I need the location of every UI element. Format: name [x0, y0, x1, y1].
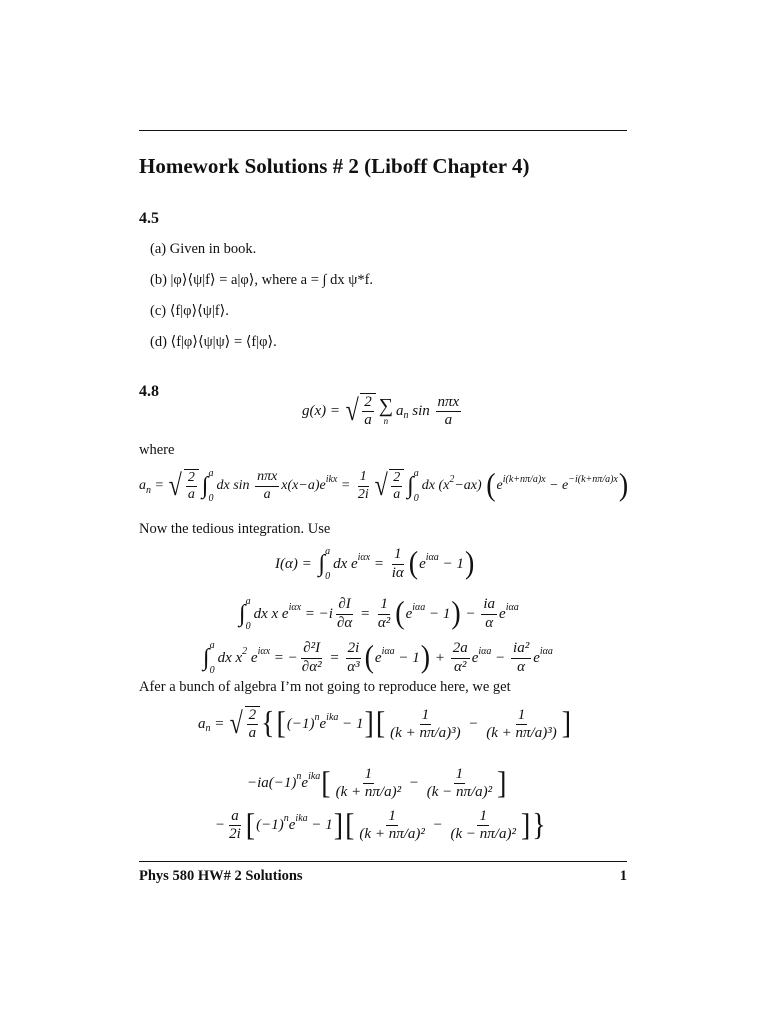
delimiter: [ [375, 705, 386, 742]
fraction [376, 596, 392, 632]
delimiter: [ [345, 807, 355, 843]
fraction [481, 596, 497, 632]
superscript: iαx [357, 551, 371, 563]
denominator: (k + nπ/a)² [335, 784, 402, 801]
math-text: a [198, 715, 206, 732]
math-text: dx x e [253, 605, 289, 622]
fraction [511, 640, 531, 676]
footer-course: Phys 580 HW# 2 Solutions [139, 868, 303, 884]
math-text: − 1 [394, 649, 420, 666]
lower-limit: 0 [325, 571, 331, 582]
delimiter: { [261, 705, 275, 742]
denominator: a [187, 487, 195, 502]
numerator: ∂²I [301, 640, 322, 658]
math-text: − [464, 715, 483, 732]
math-text: sin [408, 402, 434, 419]
equation-g [302, 393, 463, 430]
upper-limit: a [208, 468, 214, 479]
math-text: dx (x [421, 478, 450, 493]
algebra-text: Afer a bunch of algebra I’m not going to reproduce here, we get [139, 679, 511, 695]
denominator: a [263, 486, 271, 502]
equation-Ix2 [200, 640, 553, 676]
math-text: e [496, 478, 503, 493]
numerator: 2i [346, 640, 362, 658]
math-text: − 1 [438, 555, 464, 572]
equation-an [139, 468, 629, 504]
numerator: 1 [378, 596, 390, 614]
fraction [391, 470, 402, 503]
square-root [228, 706, 260, 743]
math-text: = − [270, 649, 298, 666]
upper-limit: a [245, 596, 251, 607]
integral-limits [414, 468, 419, 504]
superscript: ika [308, 771, 321, 783]
math-text: dx e [333, 555, 358, 572]
math-text: − 1 [338, 715, 364, 732]
delimiter: ( [408, 545, 419, 582]
delimiter: } [532, 807, 546, 843]
delimiter: ] [333, 807, 344, 843]
fraction [300, 640, 324, 676]
denominator: (k + nπ/a)³) [390, 724, 461, 741]
item-d: (d) ⟨f|φ⟩⟨ψ|ψ⟩ = ⟨f|φ⟩. [150, 334, 277, 350]
math-text: = −i [301, 605, 333, 622]
numerator: 2 [247, 707, 259, 725]
math-text: (−1) [286, 715, 315, 732]
fraction [425, 766, 494, 802]
denominator: a [393, 487, 401, 502]
item-b: (b) |φ⟩⟨ψ|f⟩ = a|φ⟩, where a = ∫ dx ψ*f. [150, 272, 374, 288]
square-root [373, 469, 404, 503]
radical-sign: √ [374, 469, 388, 502]
numerator: 1 [386, 808, 398, 826]
item-a: (a) Given in book. [150, 241, 257, 257]
numerator: 2 [391, 470, 402, 487]
fraction [335, 596, 354, 632]
superscript: i(k+nπ/a)x [502, 473, 546, 485]
integral [239, 596, 251, 632]
denominator: α² [377, 614, 391, 631]
integral-sign: ∫ [239, 600, 246, 627]
math-text: a [396, 402, 404, 419]
math-text: (−1) [256, 817, 284, 834]
numerator: 1 [392, 546, 404, 564]
fraction [388, 707, 462, 743]
math-text: = [325, 649, 344, 666]
math-text: − [405, 775, 423, 792]
math-text: e [247, 649, 258, 666]
math-text: e [471, 649, 479, 666]
upper-limit: a [325, 546, 331, 557]
math-text: e [419, 555, 426, 572]
numerator: 1 [477, 808, 489, 826]
math-text: = [337, 478, 354, 493]
math-text: − e [545, 478, 569, 493]
sum-sign: ∑ [378, 395, 394, 418]
delimiter: ) [451, 595, 461, 632]
lower-limit: 0 [209, 665, 215, 676]
integral-sign: ∫ [203, 644, 210, 671]
sum-index: n [383, 416, 389, 427]
math-text: e [405, 605, 413, 622]
lower-limit: 0 [208, 493, 214, 504]
denominator: (k + nπ/a)³) [486, 724, 557, 741]
delimiter: ( [395, 595, 405, 632]
integral-sign: ∫ [318, 550, 326, 577]
numerator: 2a [451, 640, 470, 658]
subscript: n [205, 722, 211, 734]
superscript: 2 [242, 645, 248, 657]
equation-I [275, 546, 475, 582]
fraction [247, 707, 259, 743]
item-c: (c) ⟨f|φ⟩⟨ψ|f⟩. [150, 303, 229, 319]
numerator: 2 [362, 394, 374, 412]
math-text: + [431, 649, 449, 666]
denominator: iα [391, 564, 404, 581]
lower-limit: 0 [245, 621, 251, 632]
radical-sign: √ [229, 707, 243, 741]
radicand [245, 706, 261, 743]
delimiter: ( [364, 639, 374, 676]
denominator: ∂α [336, 614, 353, 631]
section-heading-4-5: 4.5 [139, 210, 159, 227]
superscript: iαa [425, 551, 439, 563]
math-text: − 1 [425, 605, 451, 622]
math-text: e [301, 775, 309, 792]
denominator: 2i [229, 826, 241, 843]
math-text: e [499, 605, 506, 622]
delimiter: ] [520, 807, 531, 843]
delimiter: ) [618, 467, 629, 504]
equation-result-line3 [215, 808, 547, 844]
denominator: α [485, 614, 494, 631]
radical-sign: √ [345, 394, 359, 428]
delimiter: [ [276, 705, 286, 742]
math-text: − [428, 817, 447, 834]
integral-limits [325, 546, 330, 582]
math-text: e [319, 715, 327, 732]
superscript: iαa [478, 645, 492, 657]
subscript: n [403, 409, 409, 421]
math-text: = [356, 605, 374, 622]
top-rule [139, 130, 627, 131]
fraction [362, 394, 374, 430]
delimiter: ] [561, 705, 572, 742]
fraction [356, 469, 371, 502]
fraction [255, 469, 279, 502]
fraction [436, 394, 462, 430]
integral-sign: ∫ [407, 472, 414, 499]
math-text: − [491, 649, 510, 666]
numerator: 1 [420, 707, 432, 725]
superscript: ika [295, 813, 308, 825]
superscript: iαa [381, 645, 395, 657]
equation-result-line2 [247, 766, 507, 802]
superscript: n [296, 771, 302, 783]
denominator: a [248, 725, 257, 742]
superscript: n [283, 813, 289, 825]
superscript: iαa [505, 601, 519, 613]
math-text: g(x) = [302, 402, 344, 419]
superscript: ikx [325, 473, 338, 485]
footer [139, 868, 627, 885]
upper-limit: a [209, 640, 215, 651]
integral [203, 640, 215, 676]
denominator: (k + nπ/a)² [359, 826, 425, 843]
denominator: 2i [357, 486, 369, 502]
denominator: α² [454, 658, 467, 675]
numerator: nπx [255, 469, 279, 486]
math-text: − [215, 817, 226, 834]
math-text: = [370, 555, 388, 572]
numerator: 2 [186, 470, 197, 487]
radicand [360, 393, 376, 430]
math-text: x(x−a)e [281, 478, 326, 493]
math-text: I(α) = [275, 555, 316, 572]
math-text: e [374, 649, 382, 666]
numerator: 1 [358, 469, 369, 486]
denominator: a [364, 412, 372, 429]
fraction [186, 470, 197, 503]
bottom-rule [139, 861, 627, 862]
fraction [449, 808, 518, 844]
superscript: 2 [449, 473, 455, 485]
page-title: Homework Solutions # 2 (Liboff Chapter 4) [139, 154, 530, 178]
numerator: a [229, 808, 241, 826]
superscript: iαx [288, 601, 302, 613]
math-text: −ax) [454, 478, 486, 493]
delimiter: ] [497, 765, 507, 801]
fraction [345, 640, 361, 676]
denominator: ∂α² [301, 658, 322, 675]
math-text: = [151, 478, 168, 493]
numerator: 1 [363, 766, 375, 784]
upper-limit: a [413, 468, 419, 479]
superscript: iαx [257, 645, 271, 657]
equation-result-line1 [198, 706, 572, 743]
integral [202, 468, 214, 504]
numerator: 1 [516, 707, 528, 725]
denominator: α [517, 658, 526, 675]
integral-sign: ∫ [201, 472, 209, 499]
delimiter: [ [245, 807, 256, 843]
integral-limits [209, 468, 214, 504]
superscript: ika [326, 711, 339, 723]
denominator: α³ [347, 658, 360, 675]
superscript: iαa [412, 601, 426, 613]
fraction [334, 766, 403, 802]
lower-limit: 0 [413, 493, 419, 504]
section-heading-4-8: 4.8 [139, 383, 159, 400]
square-root [167, 469, 198, 503]
integral-limits [210, 640, 215, 676]
math-text: a [139, 478, 146, 493]
summation [379, 396, 393, 426]
math-text: e [288, 817, 296, 834]
math-text: dx x [217, 649, 243, 666]
delimiter: ) [464, 545, 475, 582]
integral [318, 546, 330, 582]
equation-Ix [236, 596, 519, 632]
fraction [227, 808, 243, 844]
fraction [357, 808, 426, 844]
delimiter: [ [321, 765, 331, 801]
math-text: dx sin [216, 478, 254, 493]
math-text: e [533, 649, 540, 666]
math-text: − 1 [307, 817, 333, 834]
superscript: iαa [539, 645, 553, 657]
denominator: (k − nπ/a)² [450, 826, 516, 843]
radical-sign: √ [169, 469, 183, 502]
tedious-text: Now the tedious integration. Use [139, 521, 331, 537]
where-text: where [139, 442, 175, 458]
integral [407, 468, 419, 504]
fraction [484, 707, 558, 743]
numerator: ia [481, 596, 497, 614]
math-text: − [461, 605, 480, 622]
integral-limits [246, 596, 251, 632]
delimiter: ) [420, 639, 431, 676]
radicand [389, 469, 404, 503]
superscript: n [314, 711, 320, 723]
square-root [344, 393, 376, 430]
numerator: ∂I [336, 596, 352, 614]
fraction [451, 640, 470, 676]
delimiter: ( [486, 467, 496, 504]
subscript: n [146, 484, 151, 496]
radicand [184, 469, 199, 503]
math-text: = [210, 715, 229, 732]
denominator: (k − nπ/a)² [426, 784, 493, 801]
math-text: −ia(−1) [247, 775, 297, 792]
numerator: ia² [511, 640, 531, 658]
fraction [390, 546, 406, 582]
denominator: a [444, 411, 453, 428]
superscript: −i(k+nπ/a)x [568, 473, 618, 485]
numerator: nπx [436, 394, 462, 412]
page-number: 1 [619, 868, 627, 884]
numerator: 1 [454, 766, 466, 784]
delimiter: ] [364, 705, 374, 742]
